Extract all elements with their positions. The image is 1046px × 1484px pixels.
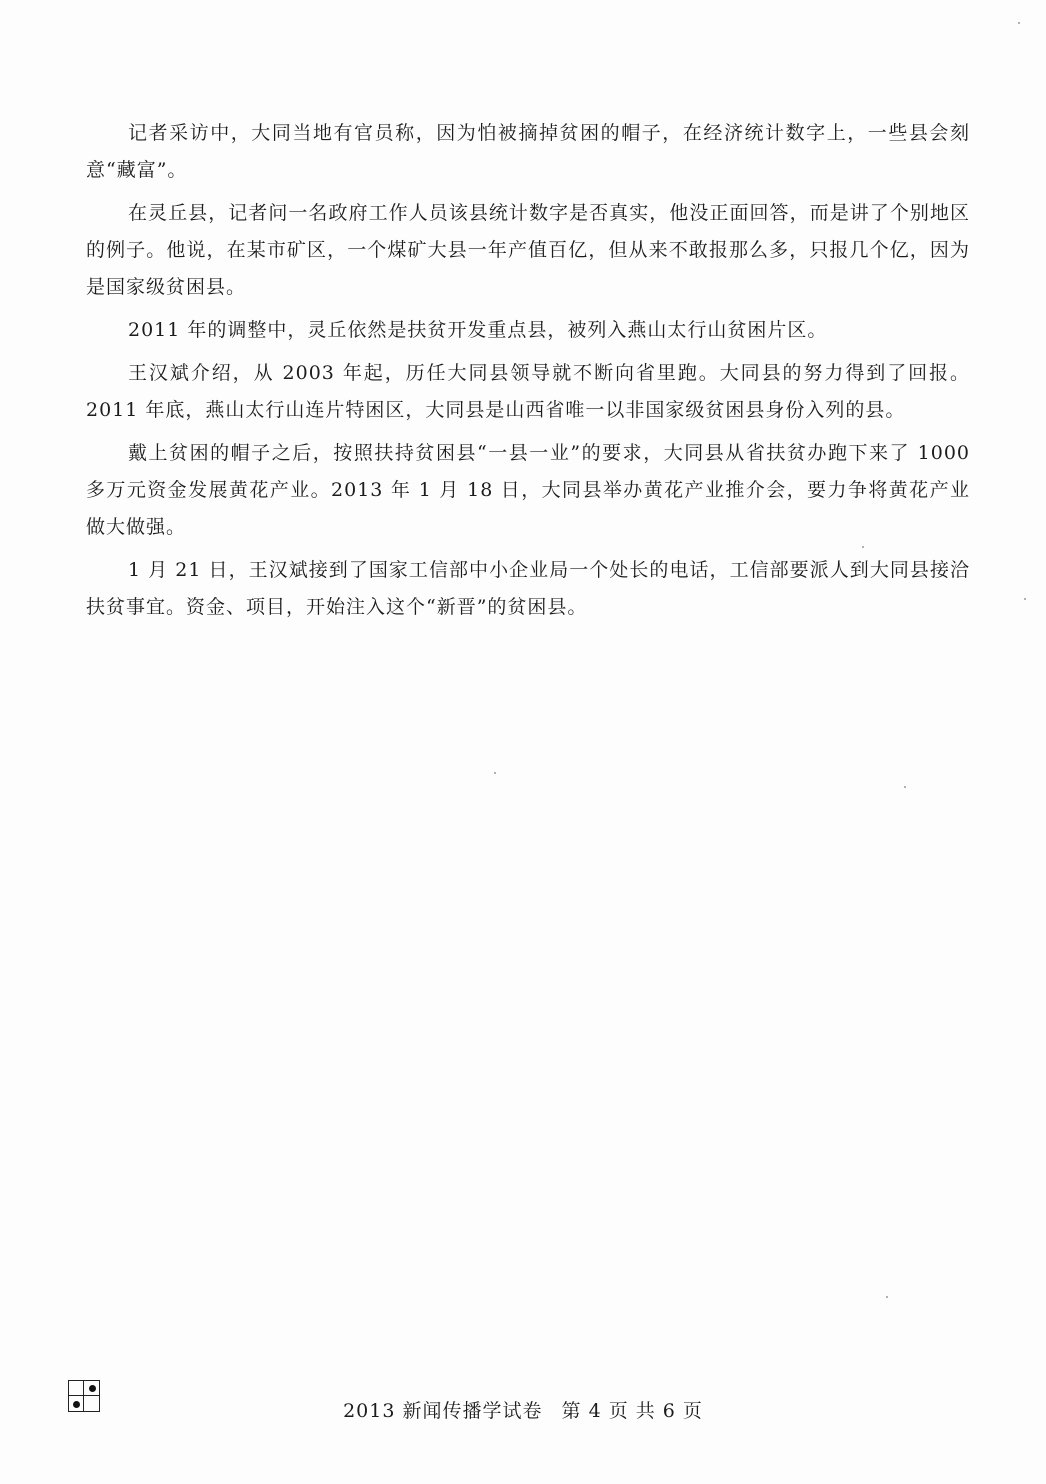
paragraph: 在灵丘县，记者问一名政府工作人员该县统计数字是否真实，他没正面回答，而是讲了个别地区的例子。他说，在某市矿区，一个煤矿大县一年产值百亿，但从来不敢报那么多，只报几个亿，因为是国家级贫困县。 [86,202,970,298]
page-footer [0,1396,1046,1423]
scan-speck [1018,22,1020,24]
paragraph: 2011 年的调整中，灵丘依然是扶贫开发重点县，被列入燕山太行山贫困片区。 [128,319,828,341]
scan-speck [494,772,496,774]
paragraph: 王汉斌介绍，从 2003 年起，历任大同县领导就不断向省里跑。大同县的努力得到了回报。2011 年底，燕山太行山连片特困区，大同县是山西省唯一以非国家级贫困县身份入列的县。 [86,362,970,421]
paragraph: 记者采访中，大同当地有官员称，因为怕被摘掉贫困的帽子，在经济统计数字上，一些县会刻意“藏富”。 [86,122,970,181]
scan-speck [862,546,864,548]
exam-title: 2013 新闻传播学试卷 [343,1400,543,1422]
paragraph: 戴上贫困的帽子之后，按照扶持贫困县“一县一业”的要求，大同县从省扶贫办跑下来了 1000 多万元资金发展黄花产业。2013 年 1 月 18 日，大同县举办黄花产业推介会，要力争将黄花产业做大做强。 [86,442,970,538]
page-number: 第 4 页 共 6 页 [561,1400,703,1422]
paragraph: 1 月 21 日，王汉斌接到了国家工信部中小企业局一个处长的电话，工信部要派人到大同县接洽扶贫事宜。资金、项目，开始注入这个“新晋”的贫困县。 [86,559,970,618]
scan-speck [904,786,906,788]
scan-speck [1024,598,1026,600]
article-body [86,115,970,632]
scan-speck [886,1296,888,1298]
